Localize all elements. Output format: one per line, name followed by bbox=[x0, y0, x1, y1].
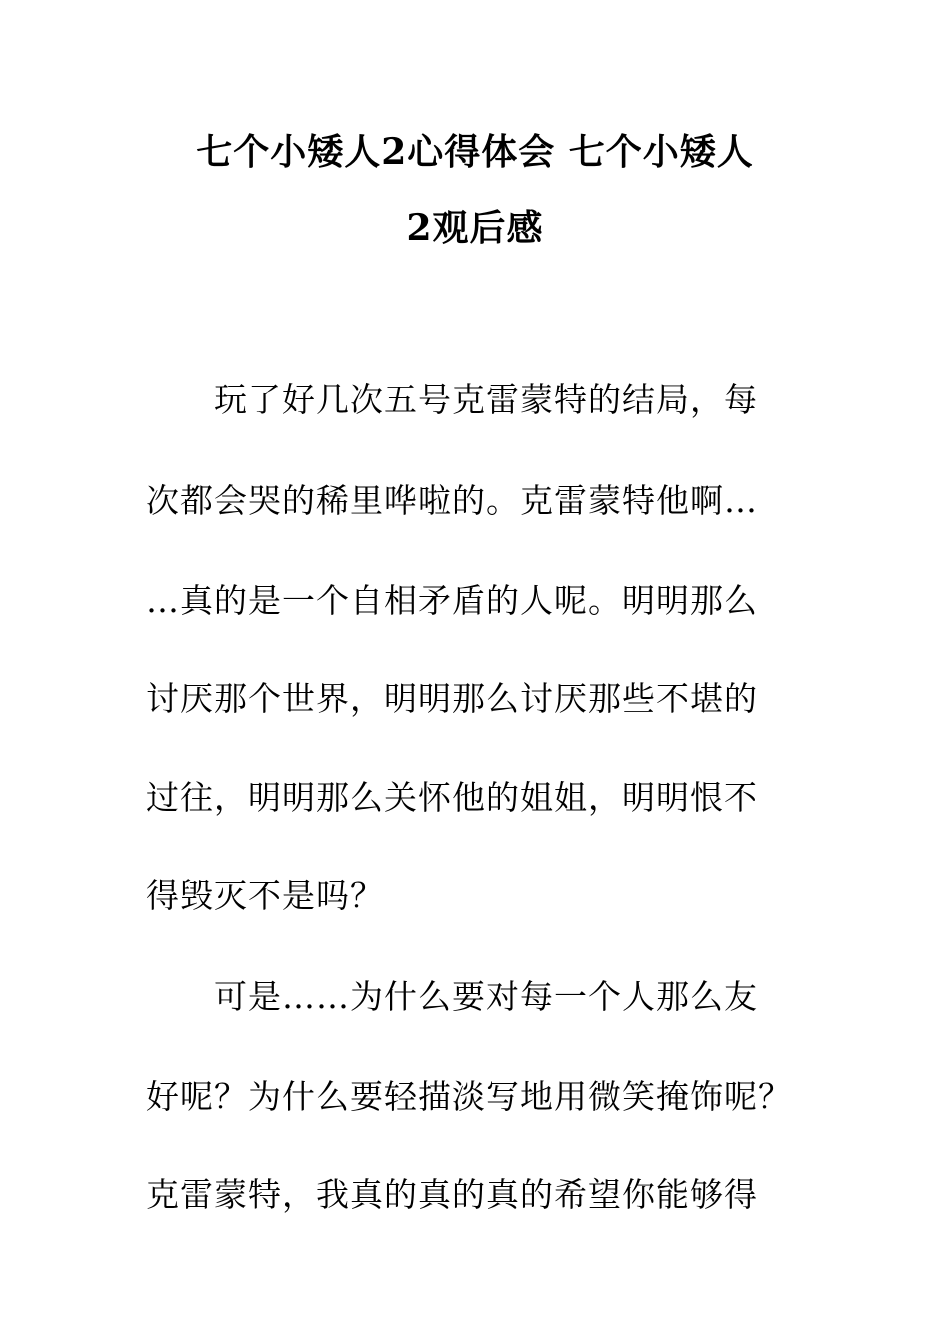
body-line-9: 克雷蒙特，我真的真的真的希望你能够得 bbox=[146, 1175, 758, 1214]
body-line-3: …真的是一个自相矛盾的人呢。明明那么 bbox=[146, 581, 758, 620]
body-line-1: 玩了好几次五号克雷蒙特的结局，每 bbox=[214, 380, 758, 419]
body-line-2: 次都会哭的稀里哗啦的。克雷蒙特他啊… bbox=[146, 481, 758, 520]
body-line-8: 好呢？为什么要轻描淡写地用微笑掩饰呢？ bbox=[146, 1077, 792, 1116]
body-line-6: 得毁灭不是吗？ bbox=[146, 876, 384, 915]
document-title-line-2: 2观后感 bbox=[406, 207, 544, 249]
document-title-line-1: 七个小矮人2心得体会 七个小矮人 bbox=[196, 131, 754, 173]
body-line-5: 过往，明明那么关怀他的姐姐，明明恨不 bbox=[146, 778, 758, 817]
body-line-4: 讨厌那个世界，明明那么讨厌那些不堪的 bbox=[146, 679, 758, 718]
body-line-7: 可是……为什么要对每一个人那么友 bbox=[214, 977, 758, 1016]
